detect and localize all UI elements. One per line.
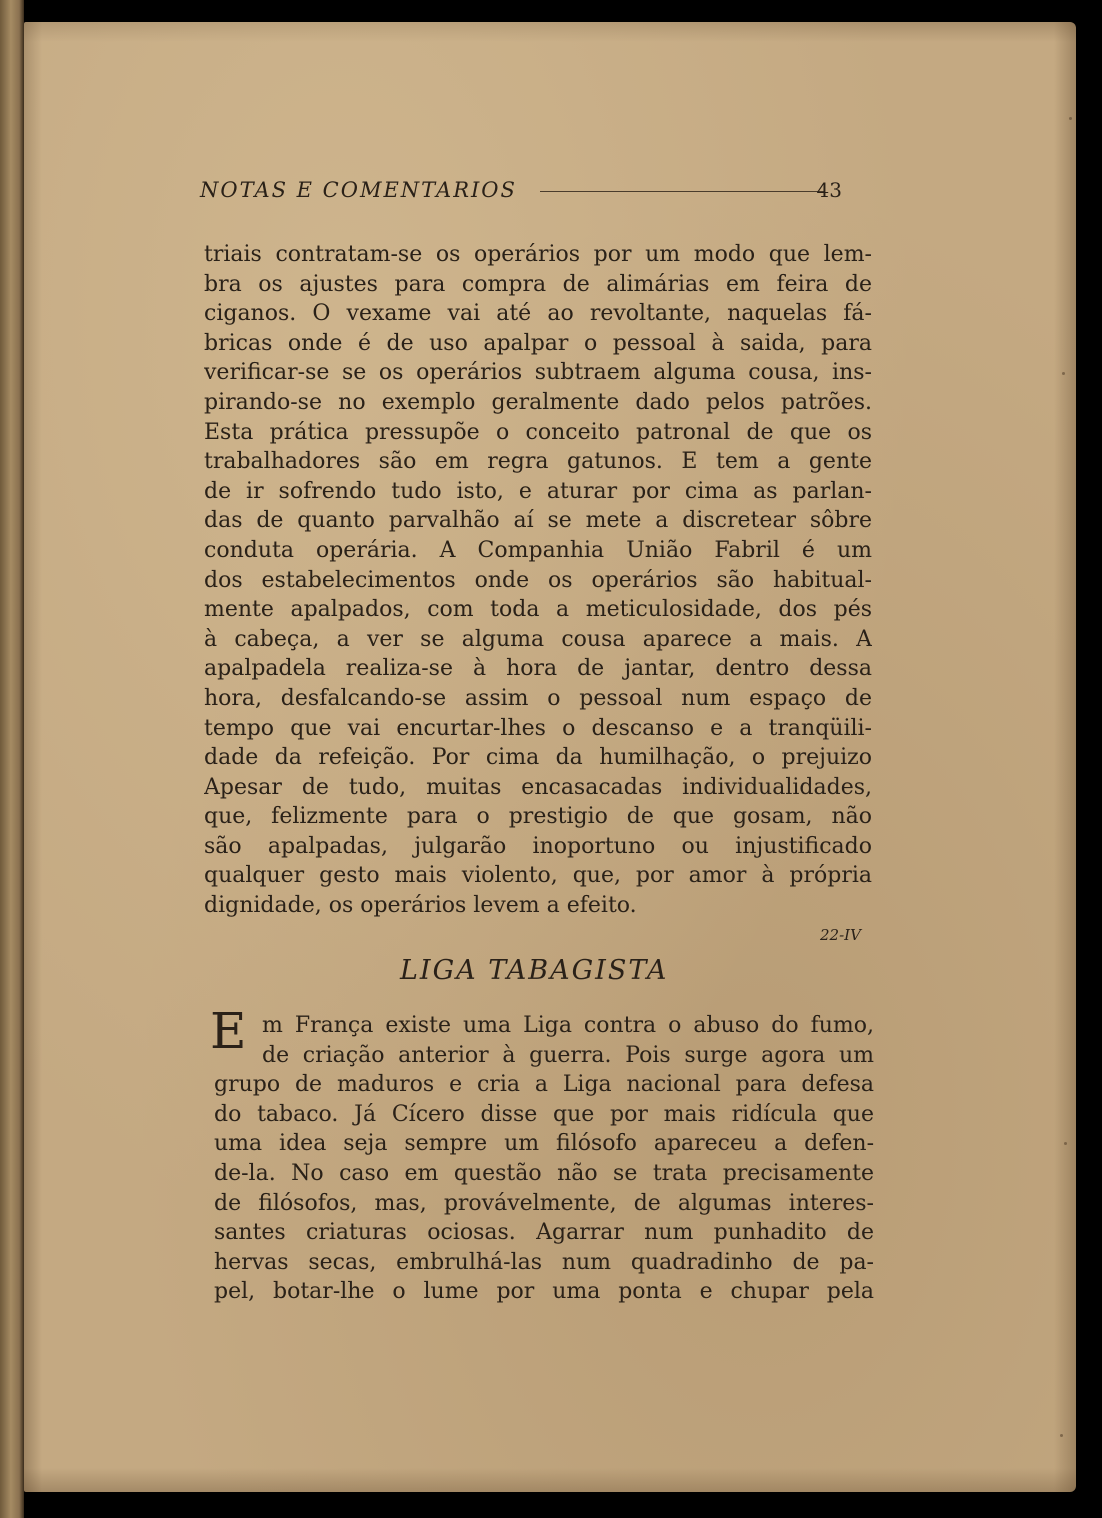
paper-speck xyxy=(1062,372,1065,375)
section-heading: LIGA TABAGISTA xyxy=(400,955,669,986)
text-line: ciganos. O vexame vai até ao revoltante, naquelas fá- xyxy=(204,301,872,327)
paragraph-2 xyxy=(214,1011,874,1307)
paragraph-1 xyxy=(204,240,872,921)
date-mark: 22-IV xyxy=(820,926,861,944)
text-line: bra os ajustes para compra de alimárias em feira de xyxy=(204,271,872,297)
text-line: santes criaturas ociosas. Agarrar num punhadito de xyxy=(214,1220,874,1246)
text-line: qualquer gesto mais violento, que, por amor à própria xyxy=(204,863,872,889)
text-line: de criação anterior à guerra. Pois surge agora um xyxy=(262,1042,874,1068)
text-line: conduta operária. A Companhia União Fabril é um xyxy=(204,537,872,563)
text-line: triais contratam-se os operários por um modo que lem- xyxy=(204,242,872,267)
paper-speck xyxy=(1060,1434,1063,1437)
text-line: grupo de maduros e cria a Liga nacional para defesa xyxy=(214,1072,874,1098)
text-line: hervas secas, embrulhá-las num quadradinho de pa- xyxy=(214,1249,874,1275)
text-line: de-la. No caso em questão não se trata precisamente xyxy=(214,1160,874,1186)
drop-cap: E xyxy=(210,1002,247,1060)
text-line: pirando-se no exemplo geralmente dado pelos patrões. xyxy=(204,389,872,415)
running-head-title: NOTAS E COMENTARIOS xyxy=(200,178,517,202)
page-number: 43 xyxy=(816,178,842,202)
text-line: são apalpadas, julgarão inoportuno ou injustificado xyxy=(204,833,872,859)
text-line: de filósofos, mas, provávelmente, de algumas interes- xyxy=(214,1190,874,1216)
text-line: pel, botar-lhe o lume por uma ponta e chupar pela xyxy=(214,1279,874,1305)
text-line: verificar-se se os operários subtraem alguma cousa, ins- xyxy=(204,360,872,386)
text-line: uma idea seja sempre um filósofo apareceu a defen- xyxy=(214,1131,874,1157)
text-line: bricas onde é de uso apalpar o pessoal à saida, para xyxy=(204,330,872,356)
text-line: que, felizmente para o prestigio de que gosam, não xyxy=(204,804,872,830)
text-line: das de quanto parvalhão aí se mete a discretear sôbre xyxy=(204,508,872,534)
paper-speck xyxy=(1064,1142,1067,1145)
text-line: do tabaco. Já Cícero disse que por mais ridícula que xyxy=(214,1101,874,1127)
paper-speck xyxy=(1069,117,1072,120)
text-line: dignidade, os operários levem a efeito. xyxy=(204,893,637,919)
text-line: dade da refeição. Por cima da humilhação, o prejuizo xyxy=(204,745,872,771)
text-line: dos estabelecimentos onde os operários são habitual- xyxy=(204,567,872,593)
running-head-rule xyxy=(540,191,825,192)
text-line: tempo que vai encurtar-lhes o descanso e a tranqüili- xyxy=(204,715,872,741)
text-line: Esta prática pressupõe o conceito patronal de que os xyxy=(204,419,872,445)
text-line: trabalhadores são em regra gatunos. E tem a gente xyxy=(204,449,872,475)
text-line: à cabeça, a ver se alguma cousa aparece a mais. A xyxy=(204,626,872,652)
text-line: de ir sofrendo tudo isto, e aturar por cima as parlan- xyxy=(204,478,872,504)
left-page-edge xyxy=(0,0,24,1518)
running-head xyxy=(200,178,872,208)
text-line: m França existe uma Liga contra o abuso do fumo, xyxy=(262,1013,874,1038)
text-line: hora, desfalcando-se assim o pessoal num espaço de xyxy=(204,685,872,711)
text-line: mente apalpados, com toda a meticulosidade, dos pés xyxy=(204,597,872,623)
text-line: Apesar de tudo, muitas encasacadas individualidades, xyxy=(204,774,872,800)
text-line: apalpadela realiza-se à hora de jantar, dentro dessa xyxy=(204,656,872,682)
